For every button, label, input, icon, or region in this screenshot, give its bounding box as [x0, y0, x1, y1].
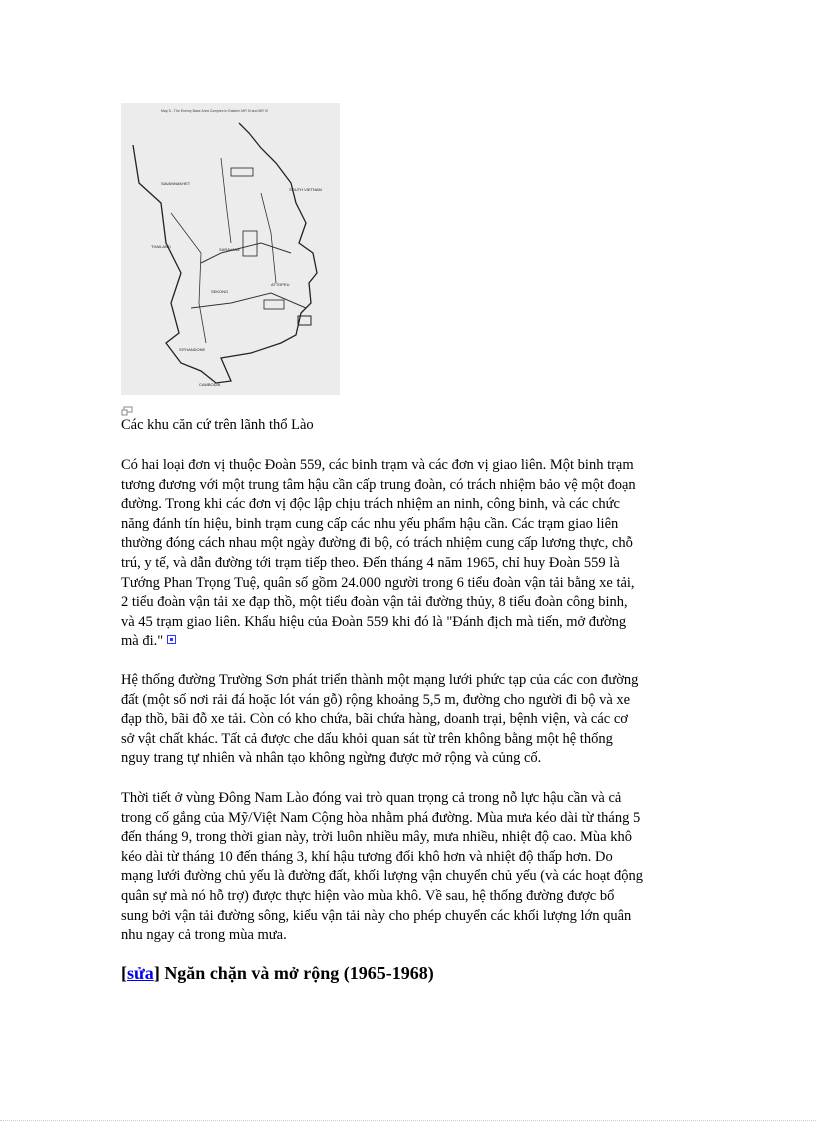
text-line: trú, y tế, và dẫn đường tới trạm tiếp theo. Đến tháng 4 năm 1965, chỉ huy Đoàn 559 là: [121, 554, 620, 571]
text-line: Có hai loại đơn vị thuộc Đoàn 559, các binh trạm và các đơn vị giao liên. Một binh trạm: [121, 457, 634, 473]
svg-text:Map 5 - The Enemy Base Area Co: Map 5 - The Enemy Base Area Complex in Eastern MR III and MR IV: [161, 109, 269, 113]
text-line: Hệ thống đường Trường Sơn phát triển thành một mạng lưới phức tạp của các con đường: [121, 672, 639, 688]
text-line: đường. Trong khi các đơn vị độc lập chịu trách nhiệm an ninh, công binh, và các chức: [121, 496, 620, 513]
figure-caption: Các khu căn cứ trên lãnh thổ Lào: [121, 417, 314, 433]
text-line: nguy trang tự nhiên và nhân tạo không ngừng được mở rộng và củng cố.: [121, 750, 542, 767]
section-heading: [121, 963, 434, 984]
text-line: nhu ngay cả trong mùa mưa.: [121, 927, 287, 944]
text-line: tương đương với một trung tâm hậu cần cấp trung đoàn, có trách nhiệm bảo vệ một đoạn: [121, 476, 636, 493]
text-line: trong cố gắng của Mỹ/Việt Nam Cộng hòa nhằm phá đường. Mùa mưa kéo dài từ tháng 5: [121, 809, 641, 826]
text-line: sung bởi vận tải đường sông, kiểu vận tải này cho phép chuyển các khối lượng lớn quân: [121, 907, 632, 924]
text-line: đất (một số nơi rải đá hoặc lót ván gỗ) rộng khoảng 5,5 m, đường cho người đi bộ và xe: [121, 691, 631, 708]
paragraph-weather: [121, 789, 643, 946]
enlarge-icon[interactable]: [121, 403, 133, 413]
laos-base-area-map[interactable]: [121, 103, 340, 395]
text-line: kéo dài từ tháng 10 đến tháng 3, khí hậu tương đối khô hơn và nhiệt độ thấp hơn. Do: [121, 848, 613, 865]
svg-text:SOUTH VIETNAM: SOUTH VIETNAM: [289, 187, 322, 192]
svg-text:SEKONG: SEKONG: [211, 289, 229, 294]
text-line: Thời tiết ở vùng Đông Nam Lào đóng vai trò quan trọng cả trong nỗ lực hậu cần và cả: [121, 790, 622, 806]
text-line: Tướng Phan Trọng Tuệ, quân số gồm 24.000 người trong 6 tiểu đoàn vận tải bằng xe tải,: [121, 574, 635, 591]
text-line: 2 tiểu đoàn vận tải xe đạp thồ, một tiểu đoàn vận tải đường thủy, 8 tiểu đoàn công binh,: [121, 594, 628, 611]
reference-icon[interactable]: [167, 635, 176, 644]
paragraph-network: [121, 671, 638, 769]
text-line: năng đánh tín hiệu, binh trạm cung cấp các nhu yếu phẩm hậu cần. Các trạm giao liên: [121, 515, 619, 532]
svg-text:ATTOPEU: ATTOPEU: [271, 282, 290, 287]
svg-text:THAILAND: THAILAND: [151, 244, 171, 249]
edit-section-link[interactable]: sửa: [127, 963, 154, 983]
text-line: đạp thồ, bãi đỗ xe tải. Còn có kho chứa, bãi chứa hàng, doanh trại, bệnh viện, và các cơ: [121, 711, 628, 728]
svg-text:SARAVANE: SARAVANE: [219, 247, 241, 252]
text-line: mạng lưới đường chủ yếu là đường đất, khối lượng vận chuyển chủ yếu (và các hoạt động: [121, 868, 643, 885]
map-drawing: [121, 103, 340, 395]
text-line: mà đi.": [121, 633, 164, 650]
text-line: thường đóng cách nhau một ngày đường đi bộ, có trách nhiệm cung cấp lương thực, chỗ: [121, 535, 633, 552]
svg-text:SITHANDONE: SITHANDONE: [179, 347, 206, 352]
text-line: sở vật chất khác. Tất cả được che dấu khỏi quan sát từ trên không bằng một hệ thống: [121, 730, 613, 747]
bracket: ]: [153, 963, 160, 983]
paragraph-units: [121, 456, 636, 652]
text-line: đến tháng 9, trong thời gian này, trời luôn nhiều mây, mưa nhiều, nhiệt độ cao. Mùa khô: [121, 829, 632, 846]
bracket: [: [121, 963, 127, 983]
text-line: quân sự mà nó hỗ trợ) được thực hiện vào mùa khô. Về sau, hệ thống đường được bổ: [121, 887, 615, 904]
text-line: và 45 trạm giao liên. Khẩu hiệu của Đoàn 559 khi đó là "Đánh địch mà tiến, mở đường: [121, 613, 627, 630]
svg-text:SAVANNAKHET: SAVANNAKHET: [161, 181, 191, 186]
page-bottom-divider: [0, 1120, 816, 1121]
section-title: Ngăn chặn và mở rộng (1965-1968): [159, 963, 434, 983]
svg-text:CAMBODIA: CAMBODIA: [199, 382, 221, 387]
text-line-last: [121, 632, 636, 652]
